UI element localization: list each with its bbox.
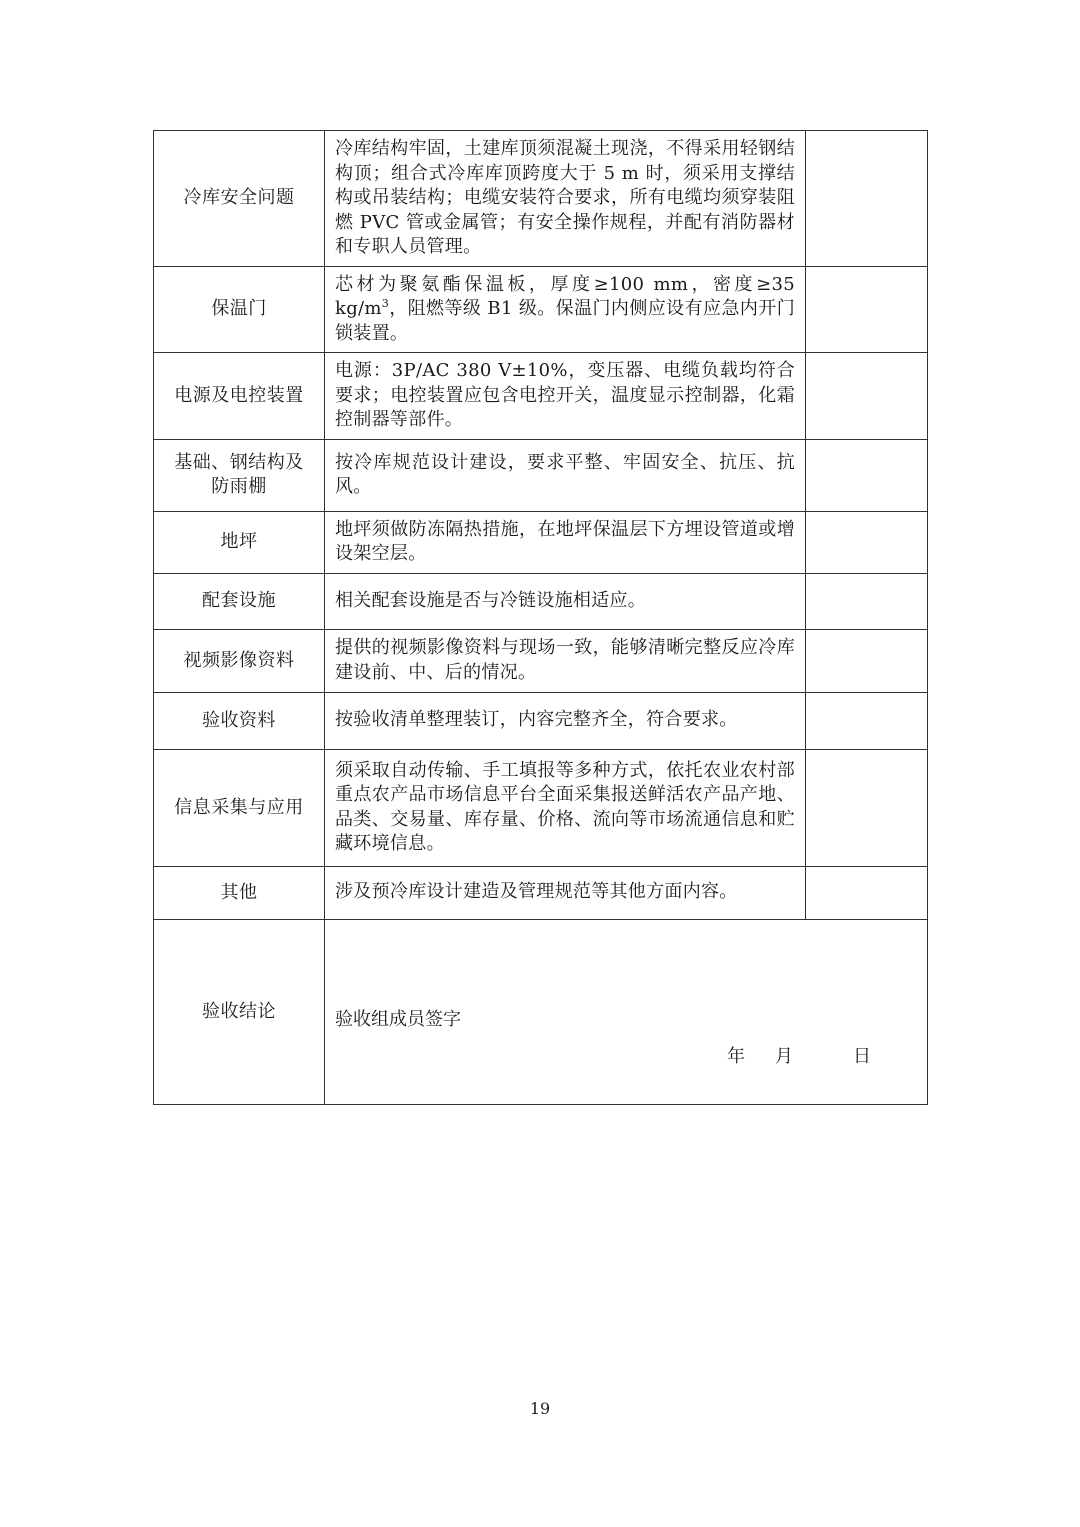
acceptance-table: [153, 130, 928, 1105]
conclusion-row: [154, 919, 928, 1104]
date-line: [727, 1045, 871, 1069]
item-cell: 其他: [154, 866, 325, 919]
item-cell: 基础、钢结构及防雨棚: [154, 439, 325, 511]
item-cell: 电源及电控装置: [154, 353, 325, 440]
table-row: [154, 629, 928, 692]
item-cell: 地坪: [154, 511, 325, 573]
requirement-cell: 按验收清单整理装订，内容完整齐全，符合要求。: [325, 692, 806, 749]
table-row: [154, 692, 928, 749]
result-cell: [806, 511, 928, 573]
page-number: 19: [529, 1399, 551, 1418]
requirement-cell: 冷库结构牢固，土建库顶须混凝土现浇，不得采用轻钢结构顶；组合式冷库库顶跨度大于 5 m 时，须采用支撑结构或吊装结构；电缆安装符合要求，所有电缆均须穿装阻燃 PVC 管或金属管；有安全操作规程，并配有消防器材和专职人员管理。: [325, 131, 806, 267]
result-cell: [806, 692, 928, 749]
year-label: 年: [727, 1045, 745, 1067]
day-label: 日: [853, 1045, 871, 1067]
requirement-cell: 电源：3P/AC 380 V±10%，变压器、电缆负载均符合要求；电控装置应包含电控开关，温度显示控制器，化霜控制器等部件。: [325, 353, 806, 440]
result-cell: [806, 749, 928, 866]
result-cell: [806, 131, 928, 267]
table-row: [154, 866, 928, 919]
item-cell: 信息采集与应用: [154, 749, 325, 866]
requirement-cell: 地坪须做防冻隔热措施，在地坪保温层下方埋设管道或增设架空层。: [325, 511, 806, 573]
result-cell: [806, 629, 928, 692]
requirement-text-part: ，阻燃等级 B1 级。保温门内侧应设有应急内开门锁装置。: [335, 298, 795, 344]
item-cell: 视频影像资料: [154, 629, 325, 692]
signature-label: 验收组成员签字: [335, 1008, 461, 1030]
requirement-cell: [325, 266, 806, 353]
requirement-cell: 按冷库规范设计建设，要求平整、牢固安全、抗压、抗风。: [325, 439, 806, 511]
item-cell: 验收资料: [154, 692, 325, 749]
result-cell: [806, 353, 928, 440]
superscript: 3: [381, 297, 390, 310]
table-row: [154, 439, 928, 511]
result-cell: [806, 573, 928, 629]
requirement-cell: 提供的视频影像资料与现场一致，能够清晰完整反应冷库建设前、中、后的情况。: [325, 629, 806, 692]
requirement-cell: 相关配套设施是否与冷链设施相适应。: [325, 573, 806, 629]
result-cell: [806, 439, 928, 511]
month-label: 月: [775, 1045, 793, 1067]
table-row: [154, 749, 928, 866]
item-cell: 保温门: [154, 266, 325, 353]
conclusion-cell: [325, 919, 928, 1104]
item-cell: 配套设施: [154, 573, 325, 629]
table-row: [154, 511, 928, 573]
requirement-cell: 须采取自动传输、手工填报等多种方式，依托农业农村部重点农产品市场信息平台全面采集报送鲜活农产品产地、品类、交易量、库存量、价格、流向等市场流通信息和贮藏环境信息。: [325, 749, 806, 866]
conclusion-label: 验收结论: [154, 919, 325, 1104]
table-row: [154, 131, 928, 267]
table-row: [154, 573, 928, 629]
item-cell: 冷库安全问题: [154, 131, 325, 267]
table-row: [154, 353, 928, 440]
requirement-text-part: 芯材为聚氨酯保温板，厚度≥100 mm，密度≥35 kg/m: [335, 273, 795, 319]
result-cell: [806, 266, 928, 353]
result-cell: [806, 866, 928, 919]
requirement-cell: 涉及预冷库设计建造及管理规范等其他方面内容。: [325, 866, 806, 919]
table-row: [154, 266, 928, 353]
